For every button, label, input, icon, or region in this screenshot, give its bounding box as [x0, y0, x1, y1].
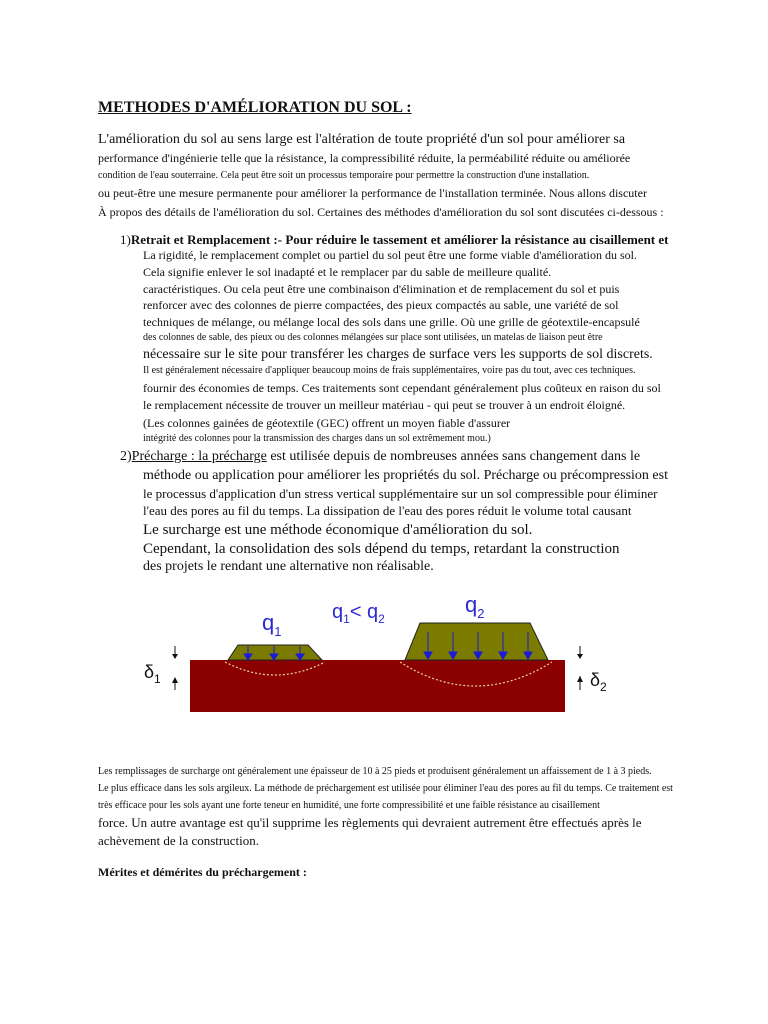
section-1-line: intégrité des colonnes pour la transmission des charges dans un sol extrêmement mou.) [143, 433, 491, 444]
section-2-line: l'eau des pores au fil du temps. La dissipation de l'eau des pores réduit le volume total causant [143, 503, 632, 518]
section-2-line: Cependant, la consolidation des sols dépend du temps, retardant la construction [143, 541, 620, 557]
intro-line: L'amélioration du sol au sens large est l'altération de toute propriété d'un sol pour améliorer sa [98, 132, 626, 147]
after-line: force. Un autre avantage est qu'il supprime les règlements qui devraient autrement être effectués après le [98, 815, 642, 830]
after-line: Le plus efficace dans les sols argileux. La méthode de préchargement est utilisée pour éliminer l'eau des pores au fil du temps. Ce traitement est [98, 783, 673, 794]
delta2-indicator [577, 646, 607, 694]
q1-label: $q_1$ [262, 610, 282, 639]
delta1-label: $\delta_1$ [144, 662, 161, 686]
surcharge-diagram [140, 590, 620, 715]
section-1-line: Cela signifie enlever le sol inadapté et le remplacer par du sable de meilleure qualité. [143, 265, 552, 279]
intro-line: À propos des détails de l'amélioration du sol. Certaines des méthodes d'amélioration du sol sont discutées ci-dessous : [98, 205, 664, 219]
section-2-line: des projets le rendant une alternative non réalisable. [143, 559, 434, 574]
section-1-line: nécessaire sur le site pour transférer les charges de surface vers les supports de sol discrets. [143, 347, 653, 362]
after-line: Les remplissages de surcharge ont généralement une épaisseur de 10 à 25 pieds et produisent généralement un affaissement de 1 à 3 pieds. [98, 766, 652, 777]
after-line: très efficace pour les sols ayant une forte teneur en humidité, une forte compressibilité et une faible résistance au cisaillement [98, 800, 600, 811]
section-1-line: le remplacement nécessite de trouver un meilleur matériau - qui peut se trouver à un endroit éloigné. [143, 398, 626, 412]
q-comparison-label: $q_1< q_2$ [332, 601, 385, 626]
section-2-line: méthode ou application pour améliorer les propriétés du sol. Précharge ou précompression est [143, 468, 668, 483]
section-1-line: des colonnes de sable, des pieux ou des colonnes mélangées sur place sont utilisées, un matelas de liaison peut être [143, 332, 603, 343]
section-1-line: caractéristiques. Ou cela peut être une combinaison d'élimination et de remplacement du sol et puis [143, 282, 620, 296]
section-1-line: Il est généralement nécessaire d'appliquer beaucoup moins de frais supplémentaires, voire pas du tout, avec ces techniques. [143, 365, 636, 376]
section-1-line: techniques de mélange, ou mélange local des sols dans une grille. Où une grille de géotextile-encapsulé [143, 315, 640, 329]
delta2-label: $\delta_2$ [590, 670, 607, 694]
page-title: METHODES D'AMÉLIORATION DU SOL : [98, 99, 412, 116]
section-heading-text: est utilisée depuis de nombreuses années sans changement dans le [266, 449, 641, 464]
after-line: achèvement de la construction. [98, 833, 259, 848]
section-2-line: Le surcharge est une méthode économique d'amélioration du sol. [143, 522, 533, 538]
section-number: 1) [120, 232, 131, 247]
intro-line: performance d'ingénierie telle que la résistance, la compressibilité réduite, la perméabilité réduite ou améliorée [98, 151, 631, 165]
precharge-link[interactable]: : la précharge [187, 449, 267, 464]
soil-layer [190, 660, 565, 712]
intro-line: condition de l'eau souterraine. Cela peut être soit un processus temporaire pour permettre la construction d'une installation. [98, 170, 590, 181]
section-number: 2) [120, 449, 132, 464]
section-2-line: le processus d'application d'un stress vertical supplémentaire sur un sol compressible pour éliminer [143, 486, 658, 501]
section-1-line: (Les colonnes gainées de géotextile (GEC) offrent un moyen fiable d'assurer [143, 416, 511, 430]
section-1-line: renforcer avec des colonnes de pierre compactées, des pieux compactés au sable, une variété de sol [143, 298, 619, 312]
section-heading-text: Retrait et Remplacement :- Pour réduire le tassement et améliorer la résistance au cisaillement et [130, 232, 669, 247]
delta1-indicator [144, 646, 178, 690]
q2-label: $q_2$ [465, 592, 485, 621]
section-2-heading [120, 450, 640, 464]
section-1-heading [120, 233, 668, 246]
intro-line: ou peut-être une mesure permanente pour améliorer la performance de l'installation terminée. Nous allons discuter [98, 186, 647, 200]
merits-heading: Mérites et démérites du préchargement : [98, 865, 307, 879]
precharge-link[interactable]: Précharge [131, 449, 188, 464]
section-1-line: La rigidité, le remplacement complet ou partiel du sol peut être une forme viable d'amélioration du sol. [143, 248, 637, 262]
section-1-line: fournir des économies de temps. Ces traitements sont cependant généralement plus coûteux en raison du sol [143, 381, 661, 395]
